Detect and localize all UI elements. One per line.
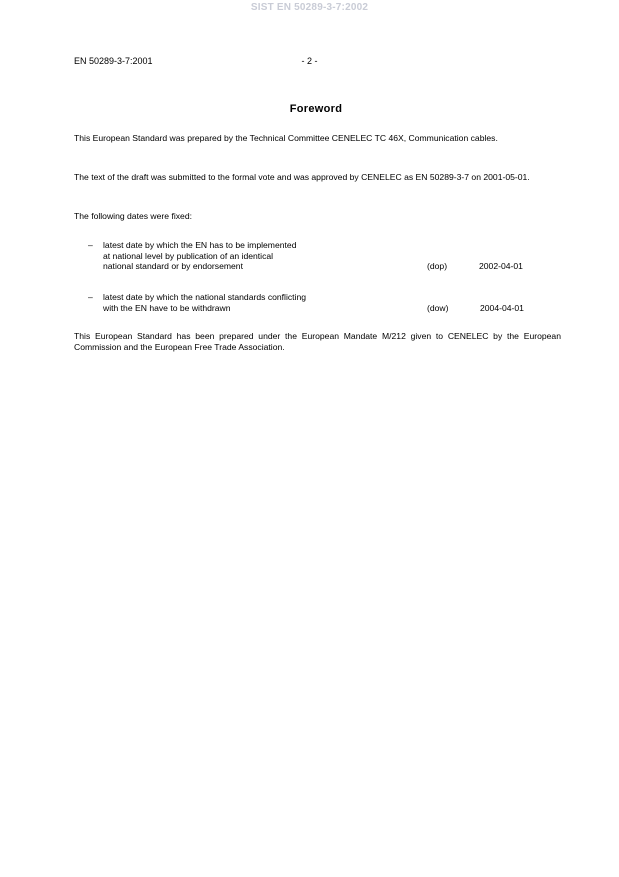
list-dash: – [88,240,93,250]
description-line: at national level by publication of an identical [103,250,274,261]
page-title: Foreword [289,103,343,115]
date-value: 2004-04-01 [480,303,524,313]
description-line: with the EN have to be withdrawn [103,302,231,313]
paragraph-committee: This European Standard was prepared by the Technical Committee CENELEC TC 46X, Communication cables. [74,133,498,143]
paragraph-mandate: This European Standard has been prepared under the European Mandate M/212 given to CENELEC by the European Commission and the European Free Trade Association. [74,331,561,352]
description-line: national standard or by endorsement [103,261,243,271]
description-line: latest date by which the national standards conflicting [103,292,307,302]
list-dash: – [88,292,93,302]
date-item-description [103,240,403,272]
watermark: SIST EN 50289-3-7:2002 [250,2,369,13]
date-value: 2002-04-01 [479,261,523,271]
paragraph-approval: The text of the draft was submitted to the formal vote and was approved by CENELEC as EN 50289-3-7 on 2001-05-01. [74,172,530,182]
date-code: (dow) [427,303,449,313]
page-number: - 2 - [301,56,318,66]
date-code: (dop) [427,261,448,271]
description-line: latest date by which the EN has to be implemented [103,240,297,250]
date-item-description [103,292,403,313]
paragraph-dates-intro: The following dates were fixed: [74,211,192,221]
document-id: EN 50289-3-7:2001 [74,56,153,66]
